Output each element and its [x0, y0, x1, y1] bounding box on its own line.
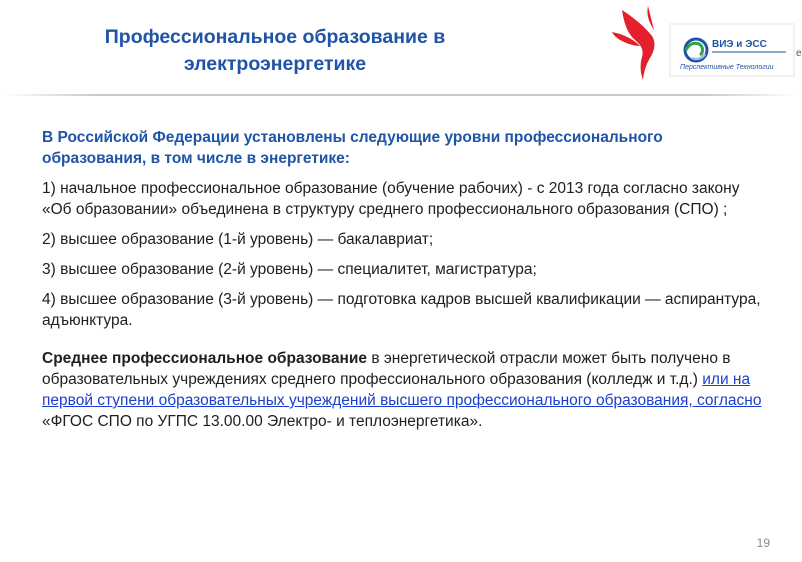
spo-text-part-1: в энергетической отрасли может быть получено в образовательных учреждениях среднего профессионального образования (колледж и т.д.) [42, 350, 731, 388]
spo-paragraph [42, 348, 762, 432]
logo-tagline-text: Перспективные Технологии [680, 64, 774, 71]
education-level-3: 3) высшее образование (2-й уровень) — специалитет, магистратура; [42, 261, 537, 278]
spo-text-part-2: «ФГОС СПО по УГПС 13.00.00 Электро- и теплоэнергетика». [42, 413, 483, 430]
logo-graphic [600, 2, 800, 92]
paragraph-spacer [42, 340, 762, 348]
education-level-1: 1) начальное профессиональное образование (обучение рабочих) - с 2013 года согласно закону «Об образовании» объединена в структуру среднего профессионального образования (СПО) ; [42, 180, 740, 218]
header-divider [0, 94, 800, 96]
slide-body [42, 127, 762, 441]
logo-cut-fragment: е [796, 48, 802, 59]
fgos-link[interactable]: или на первой ступени образовательных учреждений высшего профессионального образования, согласно [42, 371, 762, 409]
intro-paragraph: В Российской Федерации установлены следующие уровни профессионального образования, в том числе в энергетике: [42, 129, 663, 167]
slide-title-line-1: Профессиональное образование в [104, 26, 446, 48]
logo-brand-text: ВИЭ и ЭСС [712, 39, 767, 50]
education-level-4: 4) высшее образование (3-й уровень) — подготовка кадров высшей квалификации — аспирантура, адъюнктура. [42, 291, 761, 329]
red-bird-icon [612, 6, 654, 80]
company-logo [600, 2, 800, 92]
education-level-2: 2) высшее образование (1-й уровень) — бакалавриат; [42, 231, 434, 248]
slide-title-line-2: электроэнергетике [183, 53, 367, 75]
spo-term: Среднее профессиональное образование [42, 350, 368, 367]
page-number: 19 [756, 536, 770, 550]
slide-title [60, 24, 490, 78]
